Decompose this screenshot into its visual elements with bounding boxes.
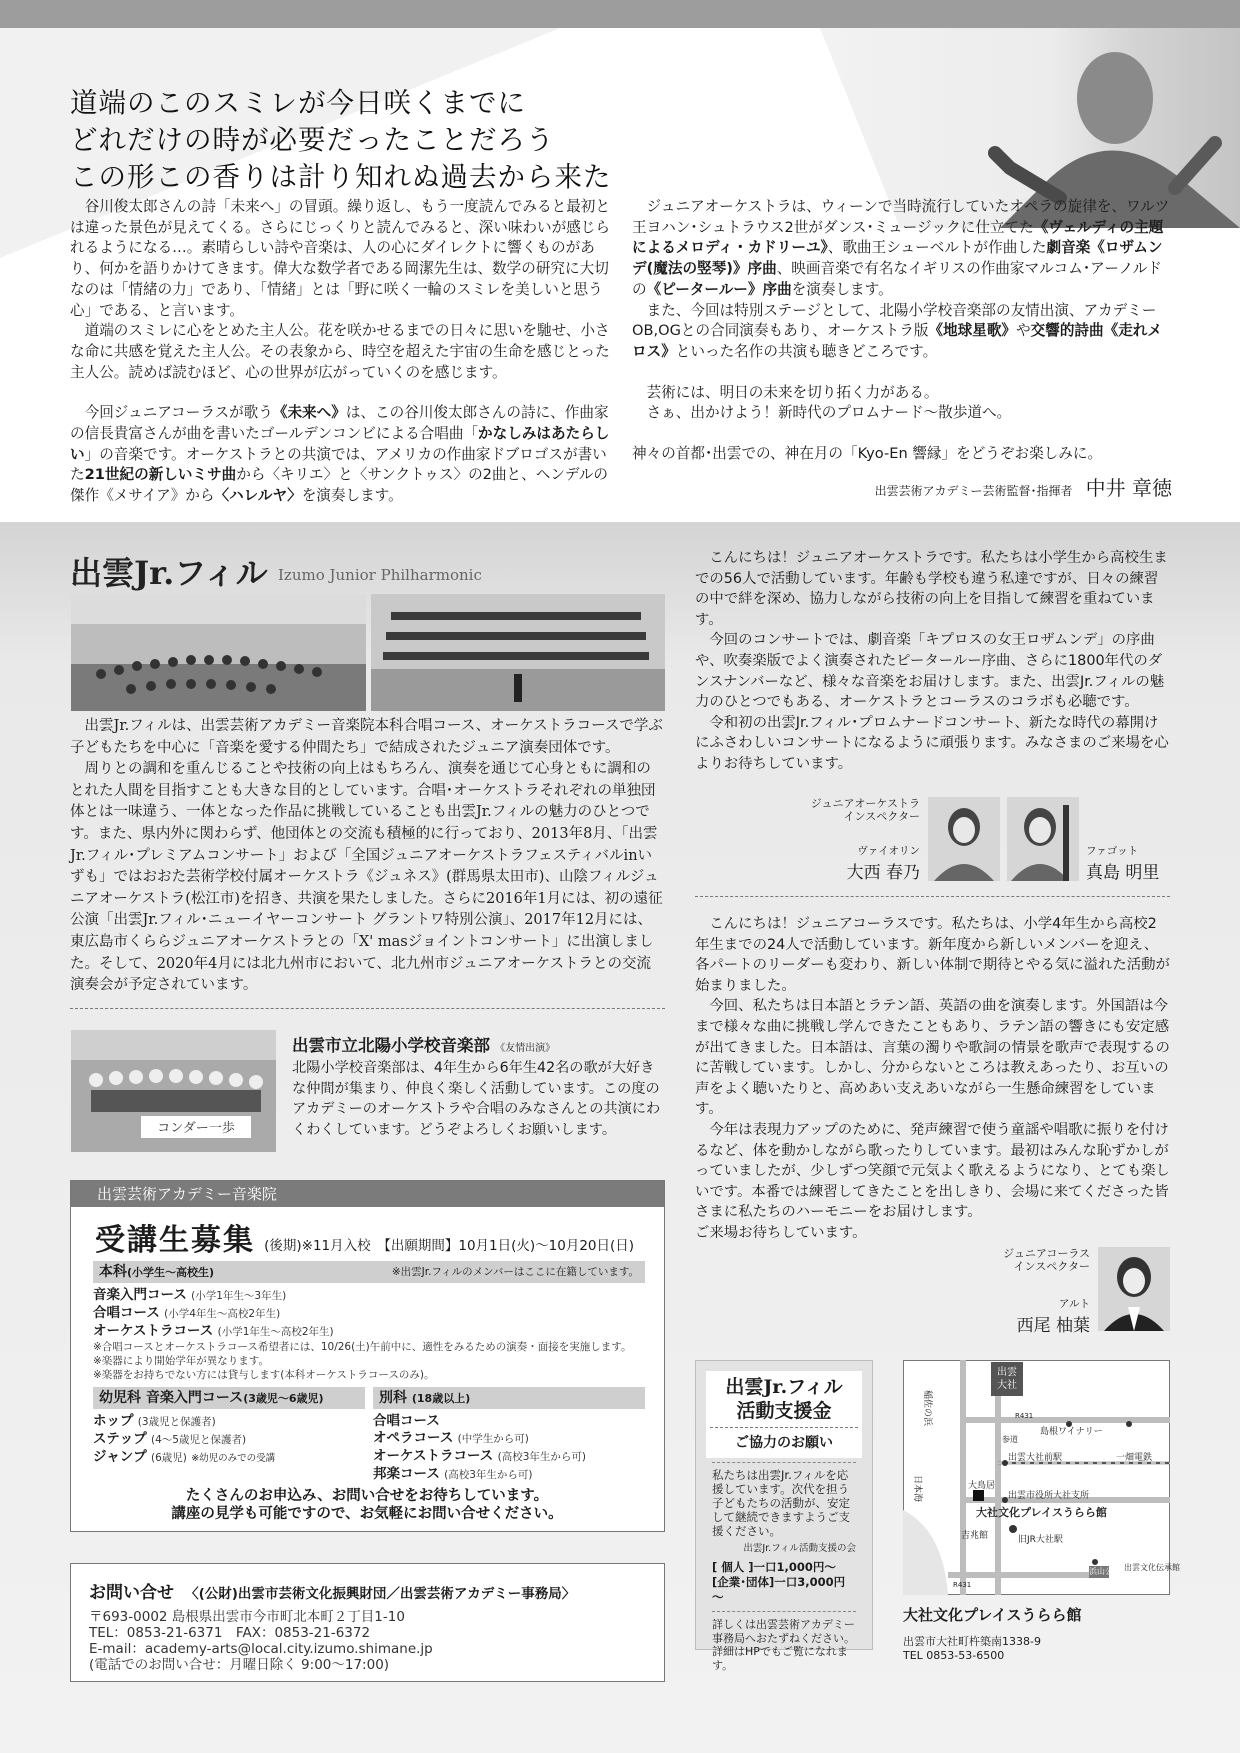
support-header <box>706 1371 862 1458</box>
orchestra-photo <box>71 594 366 711</box>
divider <box>695 896 1170 897</box>
recruit-header: 出雲芸術アカデミー音楽院 <box>71 1181 664 1207</box>
invitation-line: 神々の首都･出雲での、神在月の「Kyo-En 響縁」をどうぞお楽しみに。 <box>632 445 1103 463</box>
inspector-name: 大西 春乃 <box>846 863 920 883</box>
map-label-inasa: 稲佐の浜 <box>922 1390 932 1427</box>
contact-title: お問い合せ <box>89 1583 174 1603</box>
support-title-1: 出雲Jr.フィル <box>725 1376 843 1398</box>
intro-paragraph: 道端のスミレに心をとめた主人公。花を咲かせるまでの日々に思いを馳せ、小さな命に共感を覚えた主人公。その表象から、時空を超えた宇宙の生命を感じとった主人公。読めば読むほど、心の世界が広がっていくのを感じます。 <box>70 322 610 381</box>
honka-courses <box>93 1287 334 1341</box>
orchestra-message <box>695 548 1170 775</box>
contact-details <box>89 1609 664 1673</box>
map-label-winery: 島根ワイナリー <box>1040 1427 1103 1437</box>
jr-phil-title: 出雲Jr.フィル <box>70 554 268 592</box>
intro-paragraph: また、今回は特別ステージとして、北陽小学校音楽部の友情出演、アカデミーOB,OGとの合同演奏もあり、オーケストラ版《地球星歌》や交響的詩曲《走れメロス》といった名作の共演も聴きどころです。 <box>632 301 1162 360</box>
orchestra-paragraph: 今回のコンサートでは、劇音楽「キプロスの女王ロザムンデ」の序曲や、吹奏楽版でよく演奏されたピータールー序曲、さらに1800年代のダンスナンバーなど、様々な音楽をお届けします。また、出雲Jr.フィルの魅力のひとつでもある、オーケストラとコーラスのコラボも必聴です。 <box>695 632 1165 711</box>
inspector-photo-alto <box>1098 1247 1170 1331</box>
contact-phone: TEL：0853-21-6371 FAX：0853-21-6372 <box>89 1625 371 1641</box>
recruit-box <box>70 1180 665 1532</box>
inspector-violin <box>760 843 920 883</box>
bekka-header: 別科 (18歳以上) <box>373 1387 645 1409</box>
map-label-denshoukan: 出雲文化伝承館 <box>1124 1563 1180 1572</box>
yoji-header: 幼児科 音楽入門コース(3歳児～6歳児) <box>93 1387 365 1409</box>
course-item: 音楽入門コース (小学1年生～3年生) <box>93 1287 287 1303</box>
intro-paragraph: 谷川俊太郎さんの詩「未来へ」の冒頭。繰り返し、もう一度読んでみると最初とは違った景色が見えてくる。さらにじっくりと読んでみると、深い味わいが感じられるようになる…。素晴らしい詩や音楽は、人の心にダイレクトに響くものがあり、何かを語りかけてきます。偉大な数学者である岡潔先生は、数学の研究に大切なのは「情緒の力」であり、「情緒」とは「野に咲く一輪のスミレを美しいと思う心」である、と言います。 <box>70 198 610 319</box>
note-line: ※合唱コースとオーケストラコース希望者には、10/26(土)午前中に、適性をみるための演奏・面接を実施します。 <box>93 1341 632 1353</box>
map-label-r431b: R431 <box>953 1581 972 1589</box>
honka-header: 本科(小学生～高校生) ※出雲Jr.フィルのメンバーはここに在籍しています。 <box>93 1261 645 1283</box>
orchestra-inspector-label: ジュニアオーケストラ インスペクター <box>810 797 920 823</box>
signature <box>832 472 1172 501</box>
yoji-courses <box>93 1413 275 1467</box>
chorus-paragraph: ご来場お待ちしています。 <box>695 1224 867 1241</box>
intro-right-text <box>632 197 1172 465</box>
course-item: ホップ (3歳児と保護者) <box>93 1413 216 1429</box>
recruit-closing: たくさんのお申込み、お問い合せをお待ちしています。 講座の見学も可能ですので、お気軽にお問い合せください。 <box>171 1488 563 1522</box>
hokuyo-heading <box>292 1032 555 1056</box>
honka-notes <box>93 1340 653 1382</box>
poem-line-1: 道端のこのスミレが今日咲くまでに <box>70 87 526 119</box>
intro-paragraph: 今回ジュニアコーラスが歌う《未来へ》は、この谷川俊太郎さんの詩に、作曲家の信長貴富さんが曲を書いたゴールデンコンビによる合唱曲「かなしみはあたらしい」の音楽です。オーケストラとの共演では、アメリカの作曲家ドブロゴスが書いた21世紀の新しいミサ曲から〈キリエ〉と〈サンクトゥス〉の2曲と、ヘンデルの傑作《メサイア》から〈ハレルヤ〉を演奏します。 <box>70 404 610 505</box>
motto-line: さぁ、出かけよう！新時代のプロムナード～散歩道へ。 <box>646 404 1012 422</box>
chorus-paragraph: 今年は表現力アップのために、発声練習で使う童謡や唱歌に振りを付けるなど、体を動かしながら歌ったりしています。最初はみんな恥ずかしがっていましたが、少しずつ笑顔で元気よく歌えるようになり、とても楽しいです。本番では練習してきたことを出しきり、会場に来てくださった皆さまに私たちのハーモニーをお届けします。 <box>695 1121 1170 1221</box>
map-label-torii: 大鳥居 <box>968 1481 996 1491</box>
chorus-message <box>695 914 1170 1244</box>
intro-left-text <box>70 197 610 507</box>
signature-title: 出雲芸術アカデミー芸術監督･指揮者 <box>874 484 1073 498</box>
honka-note: ※出雲Jr.フィルのメンバーはここに在籍しています。 <box>391 1266 639 1278</box>
hokuyo-photo <box>71 1030 276 1152</box>
map-label-r431a: R431 <box>1015 1412 1034 1420</box>
orchestra-paragraph: 令和初の出雲Jr.フィル･プロムナードコンサート、新たな時代の幕開けにふさわしいコンサートになるように頑張ります。みなさまのご来場を心よりお待ちしています。 <box>695 714 1169 772</box>
inspector-instrument: ヴァイオリン <box>857 845 920 857</box>
support-subtitle: ご協力のお願い <box>735 1435 833 1451</box>
poem-line-3: この形この香りは計り知れぬ過去から来た <box>70 161 612 193</box>
recruit-title-row <box>95 1215 634 1259</box>
course-item: 合唱コース (小学4年生～高校2年生) <box>93 1305 281 1321</box>
map-label-railway: 一畑電鉄 <box>1116 1453 1153 1463</box>
support-body: 私たちは出雲Jr.フィルを応援しています。次代を担う子どもたちの活動が、安定して継続できますようご支援ください。 <box>712 1462 856 1538</box>
venue-address: 出雲市大社町杵築南1338-9 <box>903 1635 1041 1648</box>
map-label-kichoukan: 吉兆館 <box>961 1531 989 1541</box>
note-line: ※楽器により開始学年が異なります。 <box>93 1355 269 1367</box>
jr-phil-subtitle: Izumo Junior Philharmonic <box>278 566 482 584</box>
recruit-term: (後期)※11月入校 【出願期間】10月1日(火)～10月20日(日) <box>264 1238 635 1254</box>
divider <box>70 1008 665 1009</box>
inspector-bassoon <box>1086 843 1159 883</box>
course-item: オーケストラコース (小学1年生～高校2年生) <box>93 1323 334 1339</box>
top-bar <box>0 0 1240 28</box>
contact-org: 〈(公財)出雲市芸術文化振興財団／出雲芸術アカデミー事務局〉 <box>185 1586 576 1602</box>
orchestra-paragraph: こんにちは！ジュニアオーケストラです。私たちは小学生から高校生までの56人で活動しています。年齢も学校も違う私達ですが、日々の練習の中で絆を深め、協力しながら技術の向上を目指して練習を重ねています。 <box>695 550 1168 628</box>
contact-address: 〒693-0002 島根県出雲市今市町北本町２丁目1-10 <box>89 1609 405 1625</box>
map-label-sando: 参道 <box>1002 1435 1018 1444</box>
map-label-sea: 日本海 <box>912 1475 922 1503</box>
inspector-photo-violin <box>928 797 1000 881</box>
course-item: ジャンプ (6歳児) ※幼児のみでの受講 <box>93 1449 276 1465</box>
map-label-old-station: 旧JR大社駅 <box>1018 1535 1063 1545</box>
hokuyo-title: 出雲市立北陽小学校音楽部 <box>292 1036 490 1055</box>
course-item: 合唱コース <box>373 1413 440 1429</box>
poem-line-2: どれだけの時が必要だったことだろう <box>70 124 555 156</box>
map-label-hamayama: 浜山公園 <box>1089 1567 1121 1576</box>
support-fees: [ 個人 ]一口1,000円～ [企業･団体]一口3,000円～ <box>712 1560 846 1604</box>
inspector-name: 西尾 柚葉 <box>1016 1316 1090 1336</box>
hokuyo-tag: 《友情出演》 <box>495 1043 556 1054</box>
contact-hours: (電話でのお問い合せ：月曜日除く 9:00～17:00) <box>89 1657 390 1673</box>
inspector-instrument: アルト <box>1058 1298 1090 1310</box>
intro-paragraph: ジュニアオーケストラは、ウィーンで当時流行していたオペラの旋律を、ワルツ王ヨハン･シュトラウス2世がダンス･ミュージックに仕立てた《ヴェルディの主題によるメロディ・カドリーユ》、歌曲王シューベルトが作曲した劇音楽《ロザムンデ(魔法の竪琴)》序曲、映画音楽で有名なイギリスの作曲家マルコム･アーノルドの《ピータールー》序曲を演奏します。 <box>632 198 1170 298</box>
contact-box <box>70 1563 665 1682</box>
support-box <box>695 1360 873 1672</box>
course-item: 邦楽コース (高校3年生から可) <box>373 1466 533 1482</box>
chorus-inspector-label: ジュニアコーラス インスペクター <box>1003 1247 1090 1273</box>
venue-name: 大社文化プレイスうらら館 <box>903 1606 1082 1624</box>
venue-phone: TEL 0853-53-6500 <box>903 1649 1005 1662</box>
contact-heading <box>89 1578 664 1603</box>
hokuyo-body: 北陽小学校音楽部は、4年生から6年生42名の歌が大好きな仲間が集まり、仲良く楽しく活動しています。この度のアカデミーのオーケストラや合唱のみなさんとの共演にわくわくしています。どうぞよろしくお願いします。 <box>292 1060 661 1138</box>
contact-email[interactable]: E-mail：academy-arts@local.city.izumo.shimane.jp <box>89 1641 433 1657</box>
chorus-paragraph: 今回、私たちは日本語とラテン語、英語の曲を演奏します。外国語は今まで様々な曲に挑戦し学んできたこともあり、ラテン語の響きにも安定感が出てきました。日本語は、言葉の濁りや歌詞の情景を歌声で表現するのに苦戦しています。しかし、分からないところは教えあったり、お互いの声をよく聴いたりと、高めあい支えあいながら一生懸命練習をしています。 <box>695 998 1170 1118</box>
inspector-photo-bassoon <box>1007 797 1079 881</box>
map-label-taisha-2: 大社 <box>997 1380 1017 1391</box>
inspector-instrument: ファゴット <box>1086 845 1139 857</box>
signature-name: 中井 章徳 <box>1085 476 1172 500</box>
course-item: ステップ (4～5歳児と保護者) <box>93 1431 247 1447</box>
note-line: ※楽器をお持ちでない方には貸与します(本科オーケストラコースのみ)。 <box>93 1369 435 1381</box>
support-org: 出雲Jr.フィル活動支援の会 <box>743 1543 856 1554</box>
course-item: オーケストラコース (高校3年生から可) <box>373 1448 586 1464</box>
map-label-taisha-1: 出雲 <box>997 1367 1017 1378</box>
jr-phil-body <box>70 716 665 997</box>
motto-line: 芸術には、明日の未来を切り拓く力がある。 <box>646 383 939 401</box>
support-footer: 詳しくは出雲芸術アカデミー事務局へおたずねください。詳細はHPでもご覧になれます。 <box>712 1611 856 1672</box>
map-label-branch: 出雲市役所大社支所 <box>1008 1491 1090 1501</box>
course-item: オペラコース (中学生から可) <box>373 1430 529 1446</box>
map-label-venue: 大社文化プレイスうらら館 <box>976 1506 1107 1519</box>
choir-photo <box>371 594 665 711</box>
bekka-courses <box>373 1413 586 1484</box>
inspector-alto <box>900 1296 1090 1336</box>
jr-phil-paragraph: 周りとの調和を重んじることや技術の向上はもちろん、演奏を通じて心身ともに調和のとれた人間を目指すことも大きな目的としています。合唱･オーケストラそれぞれの単独団体とは一味違う、一体となった作品に挑戦していることも出雲Jr.フィルの魅力のひとつです。また、県内外に関わらず、他団体との交流も積極的に行っており、2013年8月、「出雲Jr.フィル･プレミアムコンサート」および「全国ジュニアオーケストラフェスティバルinいずも」ではおおた芸術学校付属オーケストラ《ジュネス》(群馬県太田市)、山陰フィルジュニアオーケストラ(松江市)を招き、共演を果たしました。さらに2016年1月には、初の遠征公演「出雲Jr.フィル･ニューイヤーコンサート グラントワ特別公演」、2017年12月には、東広島市くららジュニアオーケストラとの「X' masジョイントコンサート」に出演しました。そして、2020年4月には北九州市において、北九州市ジュニアオーケストラとの交流演奏会が予定されています。 <box>70 761 663 994</box>
inspector-name: 真島 明里 <box>1086 863 1160 883</box>
jr-phil-paragraph: 出雲Jr.フィルは、出雲芸術アカデミー音楽院本科合唱コース、オーケストラコースで学ぶ子どもたちを中心に「音楽を愛する仲間たち」で結成されたジュニア演奏団体です。 <box>70 718 663 756</box>
support-title-2: 活動支援金 <box>710 1399 858 1428</box>
chorus-paragraph: こんにちは！ジュニアコーラスです。私たちは、小学4年生から高校2年生までの24人で活動しています。新年度から新しいメンバーを迎え、各パートのリーダーも変わり、新しい体制で期待とやる気に溢れた活動が始まりました。 <box>695 916 1170 994</box>
map-label-station: 出雲大社前駅 <box>1008 1453 1063 1463</box>
access-map <box>903 1360 1180 1595</box>
hokuyo-banner-text: コンダー一歩 <box>157 1121 235 1136</box>
recruit-title: 受講生募集 <box>95 1223 255 1258</box>
venue-info <box>903 1604 1082 1662</box>
